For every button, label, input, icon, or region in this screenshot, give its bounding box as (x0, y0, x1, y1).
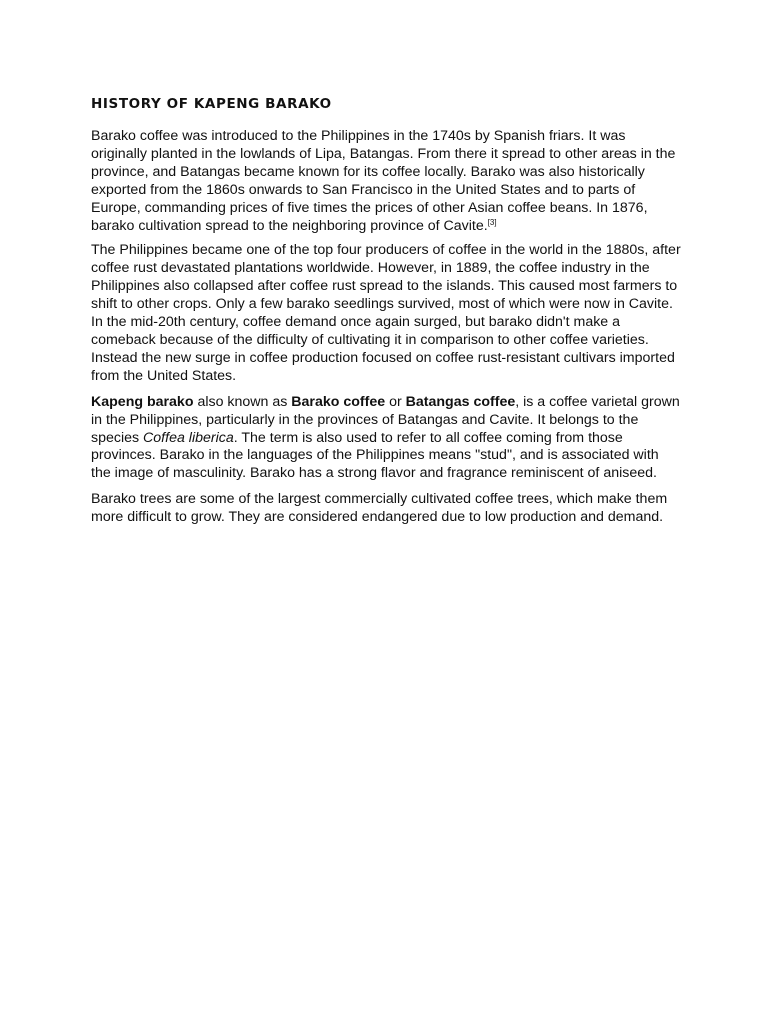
term-kapeng-barako: Kapeng barako (91, 393, 194, 410)
term-batangas-coffee: Batangas coffee (405, 393, 516, 410)
paragraph-introduction-text: Barako coffee was introduced to the Philippines in the 1740s by Spanish friars. It was originally planted in the lowlands of Lipa, Batangas. From there it spread to other areas in the province, and Batangas became known for its coffee locally. Barako was also historically exported from the 1860s onwards to San Francisco in the United States and to parts of Europe, commanding prices of five times the prices of other Asian coffee beans. In 1876, barako cultivation spread to the neighboring province of Cavite. (91, 128, 676, 234)
definition-text-4: . The term is also used to refer to all coffee coming from those provinces. Barako in the languages of the Philippines means "stud", and is associated with the image of masculinity. Barako has a strong flavor and fragrance reminiscent of aniseed. (91, 429, 659, 482)
paragraph-definition (91, 394, 681, 484)
term-barako-coffee: Barako coffee (291, 393, 386, 410)
definition-text-2: or (385, 393, 406, 410)
document-title: HISTORY OF KAPENG BARAKO (91, 96, 332, 112)
paragraph-cultivation: Barako trees are some of the largest commercially cultivated coffee trees, which make them more difficult to grow. They are considered endangered due to low production and demand. (91, 491, 668, 526)
document-page (91, 96, 681, 535)
paragraph-history: The Philippines became one of the top four producers of coffee in the world in the 1880s, after coffee rust devastated plantations worldwide. However, in 1889, the coffee industry in the Philippines also collapsed after coffee rust spread to the islands. This caused most farmers to shift to other crops. Only a few barako seedlings survived, most of which were now in Cavite. In the mid-20th century, coffee demand once again surged, but barako didn't make a comeback because of the difficulty of cultivating it in comparison to other coffee varieties. Instead the new surge in coffee production focused on coffee rust-resistant cultivars imported from the United States. (91, 242, 681, 384)
citation-reference[interactable]: [3] (487, 217, 497, 227)
definition-text-1: also known as (193, 393, 292, 410)
species-name: Coffea liberica (143, 429, 234, 446)
paragraph-introduction (91, 128, 681, 235)
definition-text-3: , is a coffee varietal grown in the Philippines, particularly in the provinces of Batangas and Cavite. It belongs to the species (91, 393, 680, 446)
